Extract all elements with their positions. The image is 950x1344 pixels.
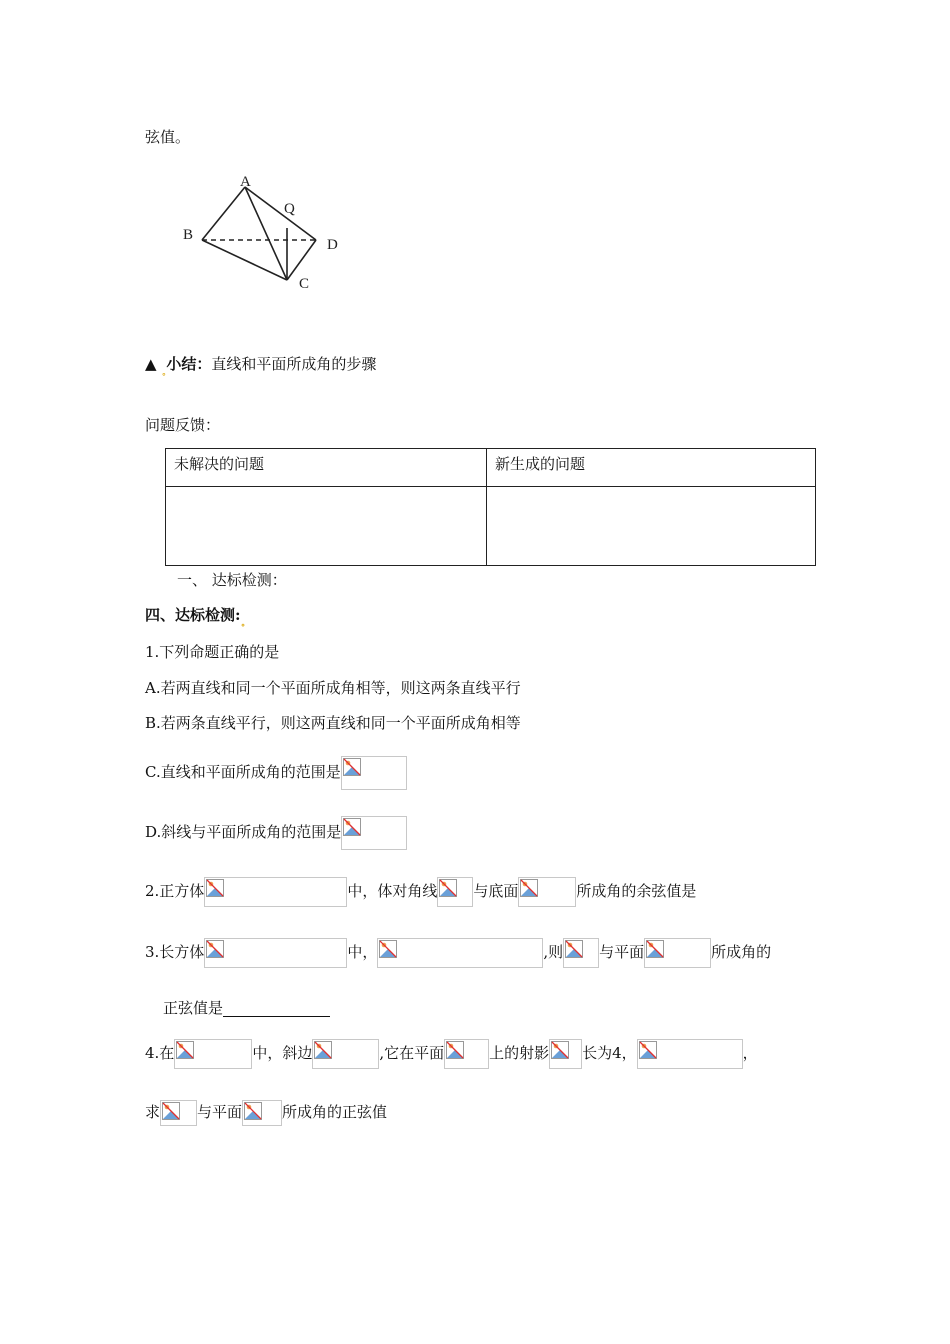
broken-image-icon — [174, 1039, 252, 1069]
broken-image-icon — [437, 877, 473, 907]
section-heading: 四、达标检测$:_˳$ — [145, 606, 246, 627]
broken-image-icon — [341, 816, 407, 850]
label-C: C — [299, 276, 310, 292]
label-A: A — [240, 174, 251, 190]
q4-line-2: 求 与平面 所成角的正弦值 — [145, 1099, 387, 1126]
summary-text: 直线和平面所成角的步骤 — [211, 355, 377, 373]
continued-text: 弦值。 — [145, 128, 191, 146]
q1-option-d: D.斜线与平面所成角的范围是 — [145, 815, 407, 850]
feedback-label: 问题反馈： — [145, 416, 221, 434]
q2-line: 2.正方体 中，体对角线 与底面 所成角的余弦值是 — [145, 876, 696, 907]
broken-image-icon — [204, 938, 347, 968]
answer-blank[interactable] — [223, 1000, 330, 1017]
feedback-cell-new[interactable] — [487, 487, 816, 566]
summary-line: ▲ $_˳$小结：直线和平面所成角的步骤 — [145, 355, 377, 376]
broken-image-icon — [644, 938, 711, 968]
broken-image-icon — [312, 1039, 379, 1069]
q4-line: 4.在 中，斜边 ,它在平面 上的射影 长为4， ， — [145, 1038, 758, 1069]
feedback-cell-unresolved[interactable] — [166, 487, 487, 566]
feedback-table — [165, 448, 816, 566]
broken-image-icon — [549, 1039, 582, 1069]
broken-image-icon — [341, 756, 407, 790]
label-B: B — [183, 227, 194, 243]
feedback-col-new: 新生成的问题 — [487, 449, 816, 487]
q3-line-2: 正弦值是 — [163, 999, 330, 1017]
broken-image-icon — [563, 938, 599, 968]
q1-option-b: B.若两条直线平行，则这两直线和同一个平面所成角相等 — [145, 714, 521, 732]
triangle-marker-icon: ▲ — [145, 355, 157, 373]
q1-option-c: C.直线和平面所成角的范围是 — [145, 755, 407, 790]
broken-image-icon — [242, 1100, 282, 1126]
q1-option-a: A.若两直线和同一个平面所成角相等，则这两条直线平行 — [145, 679, 521, 697]
q3-line: 3.长方体 中， ,则 与平面 所成角的 — [145, 937, 771, 968]
q1-stem: 1.下列命题正确的是 — [145, 643, 280, 661]
broken-image-icon — [204, 877, 347, 907]
broken-image-icon — [377, 938, 543, 968]
label-Q: Q — [284, 201, 295, 217]
broken-image-icon — [518, 877, 576, 907]
broken-image-icon — [444, 1039, 489, 1069]
feedback-col-unresolved: 未解决的问题 — [166, 449, 487, 487]
tetrahedron-figure — [175, 170, 355, 295]
section-small-heading: 一、 达标检测： — [177, 571, 287, 589]
broken-image-icon — [160, 1100, 197, 1126]
broken-image-icon — [637, 1039, 743, 1069]
label-D: D — [327, 237, 338, 253]
summary-heading: 小结： — [166, 355, 212, 373]
